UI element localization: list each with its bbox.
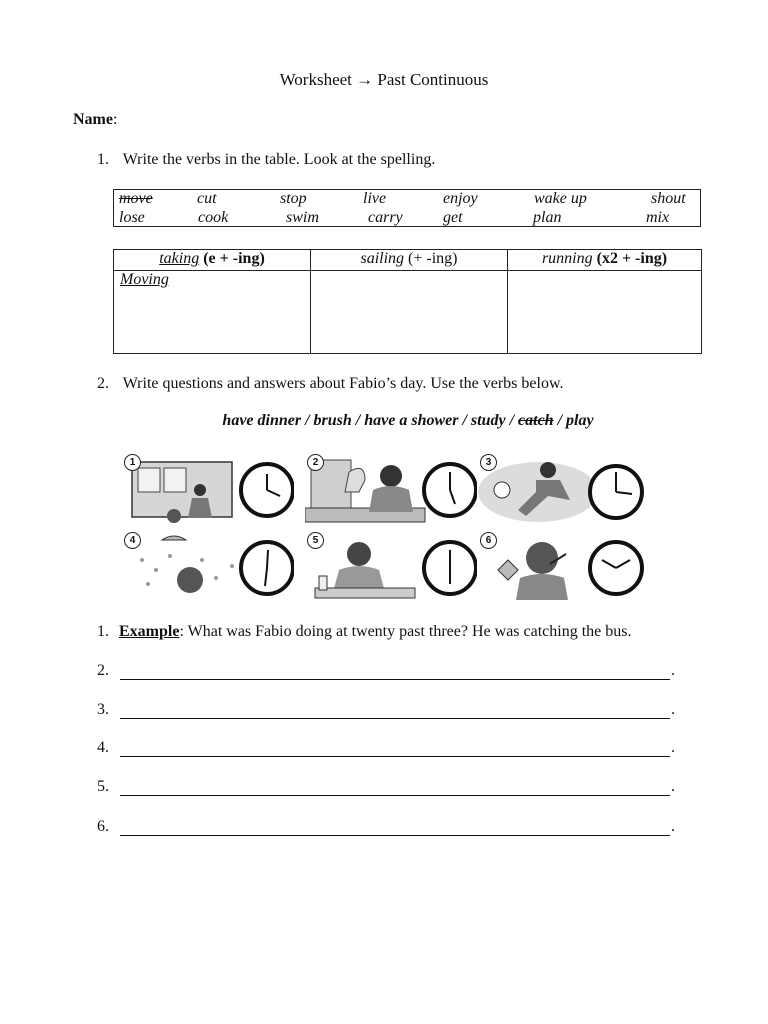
verb-swim: swim	[286, 209, 319, 226]
play-illustration	[478, 452, 650, 524]
example-label: Example	[119, 623, 180, 640]
example-answer: Moving	[120, 271, 169, 288]
verb-plan: plan	[533, 209, 562, 226]
verb-prompt-list	[0, 412, 768, 430]
panel-number: 3	[480, 454, 497, 471]
shower-illustration	[122, 530, 294, 602]
answer-number-2: 2.	[97, 662, 109, 679]
answer-line-4[interactable]	[120, 756, 670, 757]
answer-line-5[interactable]	[120, 795, 670, 796]
header-word-sailing: sailing	[360, 250, 405, 267]
answer-number-6: 6.	[97, 818, 109, 835]
example-text: : What was Fabio doing at twenty past three? He was catching the bus.	[179, 623, 632, 640]
panel-number: 6	[480, 532, 497, 549]
panel-study	[305, 452, 477, 524]
question-1	[97, 151, 435, 169]
answer-number-3: 3.	[97, 701, 109, 718]
name-label: Name	[73, 111, 113, 128]
verb-prompt-end: / play	[553, 412, 594, 429]
answer-period-2: .	[671, 662, 675, 679]
panel-number: 2	[307, 454, 324, 471]
question-1-text: Write the verbs in the table. Look at the spelling.	[122, 151, 436, 168]
verb-move: move	[119, 190, 153, 207]
verb-stop: stop	[280, 190, 307, 207]
question-2	[97, 375, 563, 393]
answer-line-6[interactable]	[120, 835, 670, 836]
question-2-text: Write questions and answers about Fabio’s day. Use the verbs below.	[122, 375, 564, 392]
question-2-number: 2.	[97, 375, 109, 392]
verb-box	[113, 189, 701, 227]
cell-plus-ing[interactable]	[311, 271, 508, 354]
panel-brush	[478, 530, 650, 602]
header-rule-double: (x2 + -ing)	[596, 250, 668, 267]
panel-number: 5	[307, 532, 324, 549]
answer-line-2[interactable]	[120, 679, 670, 680]
column-header-e-ing	[114, 250, 311, 271]
verb-wake-up: wake up	[534, 190, 587, 207]
answer-period-6: .	[671, 818, 675, 835]
verb-carry: carry	[368, 209, 403, 226]
answer-period-5: .	[671, 778, 675, 795]
name-colon: :	[112, 111, 118, 128]
brush-illustration	[478, 530, 650, 602]
cell-double-ing[interactable]	[508, 271, 702, 354]
verb-shout: shout	[651, 190, 686, 207]
study-illustration	[305, 452, 477, 524]
header-word-taking: taking	[159, 250, 200, 267]
verb-live: live	[363, 190, 387, 207]
column-header-plus-ing	[311, 250, 508, 271]
panel-number: 4	[124, 532, 141, 549]
page-title: Worksheet → Past Continuous	[279, 70, 489, 89]
verb-enjoy: enjoy	[443, 190, 478, 207]
verb-prompt-start: have dinner / brush / have a shower / study /	[222, 412, 519, 429]
answer-line-3[interactable]	[120, 718, 670, 719]
verb-prompt-struck: catch	[518, 412, 554, 429]
question-1-number: 1.	[97, 151, 109, 168]
answer-period-4: .	[671, 739, 675, 756]
dinner-illustration	[305, 530, 477, 602]
verb-mix: mix	[646, 209, 670, 226]
panel-catch-bus	[122, 452, 294, 524]
answer-number-4: 4.	[97, 739, 109, 756]
panel-dinner	[305, 530, 477, 602]
column-header-double-ing	[508, 250, 702, 271]
verb-get: get	[443, 209, 463, 226]
panel-play	[478, 452, 650, 524]
name-line	[73, 111, 117, 129]
verb-cut: cut	[197, 190, 217, 207]
header-rule-plus: (+ -ing)	[408, 250, 458, 267]
header-word-running: running	[541, 250, 593, 267]
example-sentence	[97, 623, 631, 641]
cell-e-ing[interactable]	[114, 271, 311, 354]
header-rule-e: (e + -ing)	[203, 250, 265, 267]
answer-number-5: 5.	[97, 778, 109, 795]
panel-number: 1	[124, 454, 141, 471]
verb-lose: lose	[119, 209, 145, 226]
daily-routine-illustrations	[122, 448, 647, 602]
verb-cook: cook	[198, 209, 229, 226]
spelling-table	[113, 249, 702, 354]
example-number: 1.	[97, 623, 109, 640]
panel-shower	[122, 530, 294, 602]
bus-illustration	[122, 452, 294, 524]
answer-period-3: .	[671, 701, 675, 718]
